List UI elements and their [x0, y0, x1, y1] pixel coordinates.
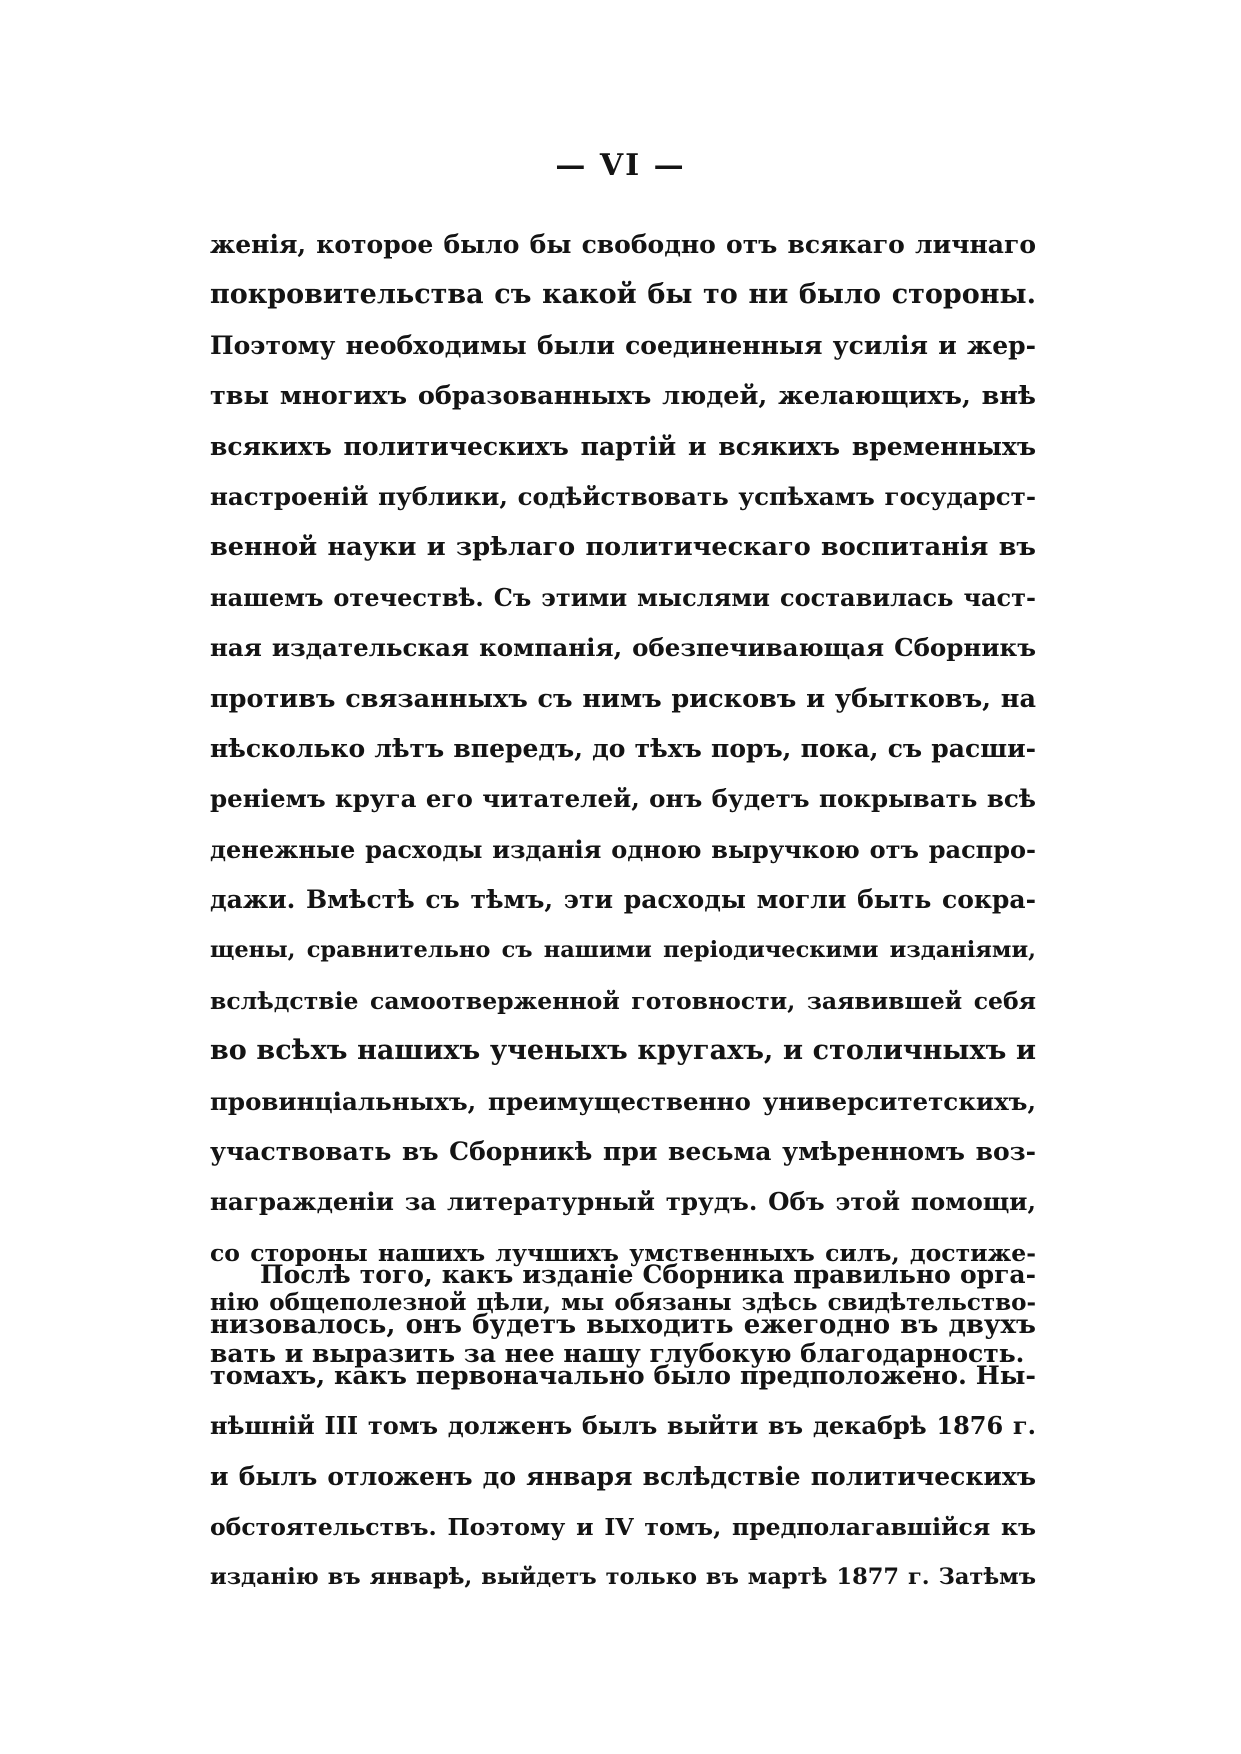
text-line: покровительства съ какой бы то ни было стороны. — [210, 279, 1036, 311]
paragraph-1 — [210, 220, 1036, 1379]
text-line: низовалось, онъ будетъ выходить ежегодно въ двухъ — [210, 1310, 1036, 1341]
text-line: настроеній публики, содѣйствовать успѣхамъ государст- — [210, 481, 1036, 511]
text-line: вслѣдствіе самоотверженной готовности, заявившей себя — [210, 986, 1036, 1015]
text-line: Послѣ того, какъ изданіе Сборника правильно орга- — [260, 1260, 1036, 1289]
text-line: реніемъ круга его читателей, онъ будетъ покрывать всѣ — [210, 784, 1036, 814]
text-line: участвовать въ Сборникѣ при весьма умѣренномъ воз- — [210, 1137, 1036, 1167]
text-line: изданію въ январѣ, выйдетъ только въ мартѣ 1877 г. Затѣмъ — [210, 1564, 1036, 1591]
page-number: — VI — — [555, 148, 686, 183]
text-line: всякихъ политическихъ партій и всякихъ временныхъ — [210, 431, 1036, 461]
text-line: венной науки и зрѣлаго политическаго воспитанія въ — [210, 532, 1036, 563]
text-line: обстоятельствъ. Поэтому и IV томъ, предполагавшійся къ — [210, 1512, 1036, 1541]
text-line: со стороны нашихъ лучшихъ умственныхъ силъ, достиже- — [210, 1238, 1036, 1267]
text-line: награжденіи за литературный трудъ. Объ этой помощи, — [210, 1187, 1036, 1217]
text-line: твы многихъ образованныхъ людей, желающихъ, внѣ — [210, 381, 1036, 412]
text-line: щены, сравнительно съ нашими періодическими изданіями, — [210, 937, 1036, 964]
text-line: вать и выразить за нее нашу глубокую благодарность. — [210, 1338, 1025, 1368]
text-line: нашемъ отечествѣ. Съ этими мыслями составилась част- — [210, 582, 1036, 612]
text-line: томахъ, какъ первоначально было предположено. Ны- — [210, 1360, 1036, 1391]
text-line: нію общеполезной цѣли, мы обязаны здѣсь свидѣтельство- — [210, 1289, 1036, 1317]
paragraph-2 — [210, 1250, 1036, 1603]
text-line: противъ связанныхъ съ нимъ рисковъ и убытковъ, на — [210, 683, 1036, 714]
text-line: денежные расходы изданія одною выручкою отъ распро- — [210, 834, 1036, 864]
text-line: во всѣхъ нашихъ ученыхъ кругахъ, и столичныхъ и — [210, 1035, 1036, 1067]
text-line: провинціальныхъ, преимущественно университетскихъ, — [210, 1086, 1036, 1116]
text-line: ная издательская компанія, обезпечивающая Сборникъ — [210, 633, 1036, 663]
text-line: Поэтому необходимы были соединенныя усилія и жер- — [210, 330, 1036, 360]
text-line: и былъ отложенъ до января вслѣдствіе политическихъ — [210, 1461, 1036, 1491]
text-line: женія, которое было бы свободно отъ всякаго личнаго — [210, 230, 1036, 259]
text-line: нѣшній III томъ долженъ былъ выйти въ декабрѣ 1876 г. — [210, 1411, 1036, 1441]
text-line: дажи. Вмѣстѣ съ тѣмъ, эти расходы могли быть сокра- — [210, 885, 1036, 915]
text-line: нѣсколько лѣтъ впередъ, до тѣхъ поръ, пока, съ расши- — [210, 733, 1036, 763]
